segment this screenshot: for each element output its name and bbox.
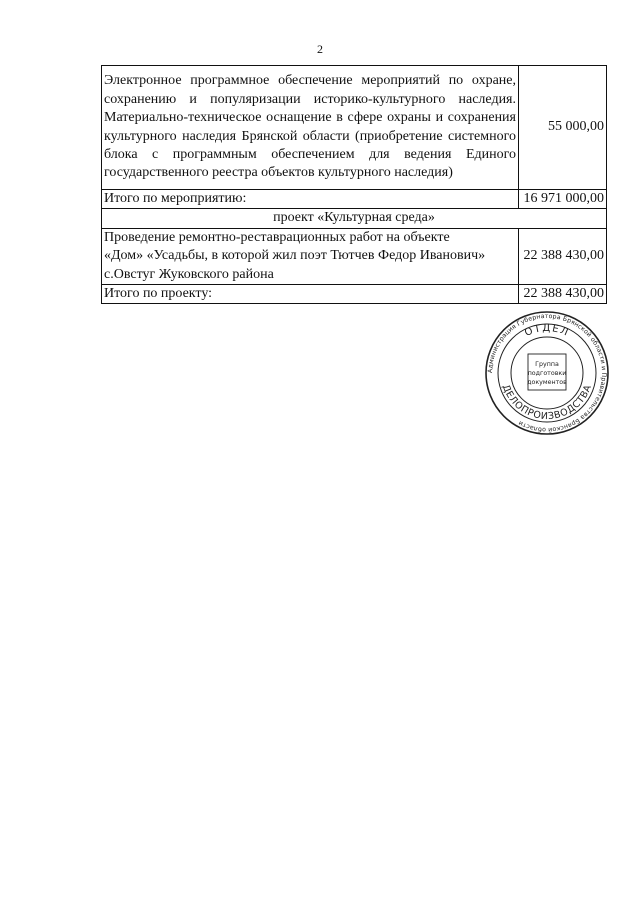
row-description xyxy=(102,228,519,284)
table-row xyxy=(102,66,607,190)
table-row xyxy=(102,228,607,284)
table-row xyxy=(102,190,607,209)
row-description-line: с.Овстуг Жуковского района xyxy=(104,266,274,282)
row-amount: 22 388 430,00 xyxy=(519,285,607,304)
row-description-line: «Дом» «Усадьбы, в которой жил поэт Тютчев Федор Иванович» xyxy=(104,248,486,264)
office-stamp xyxy=(484,310,610,436)
budget-table xyxy=(101,65,607,304)
row-description: Итого по проекту: xyxy=(102,285,519,304)
stamp-top-word: ОТДЕЛ xyxy=(523,322,571,339)
row-amount: 22 388 430,00 xyxy=(519,228,607,284)
page-number: 2 xyxy=(317,42,323,56)
row-amount: 55 000,00 xyxy=(519,66,607,190)
project-heading: проект «Культурная среда» xyxy=(102,209,607,228)
row-amount: 16 971 000,00 xyxy=(519,190,607,209)
stamp-center-line: подготовки xyxy=(527,370,567,377)
row-description: Итого по мероприятию: xyxy=(102,190,519,209)
row-description-line: Проведение ремонтно-реставрационных работ на объекте xyxy=(104,229,450,245)
stamp-outer-text: Администрация Губернатора Брянской области и Правительства Брянской области xyxy=(486,312,608,434)
stamp-center-line: документов xyxy=(527,379,567,386)
row-description: Электронное программное обеспечение мероприятий по охране, сохранению и популяризации историко-культурного наследия. Материально-техническое оснащение в сфере охраны и сохранения культурного наследия Брянской области (приобретение системного блока с программным обеспечением для ведения Единого государственного реестра объектов культурного наследия) xyxy=(102,66,519,190)
table-row xyxy=(102,209,607,228)
stamp-center-line: Группа xyxy=(535,361,559,368)
table-row xyxy=(102,285,607,304)
stamp-bottom-word: ДЕЛОПРОИЗВОДСТВА xyxy=(499,383,595,423)
